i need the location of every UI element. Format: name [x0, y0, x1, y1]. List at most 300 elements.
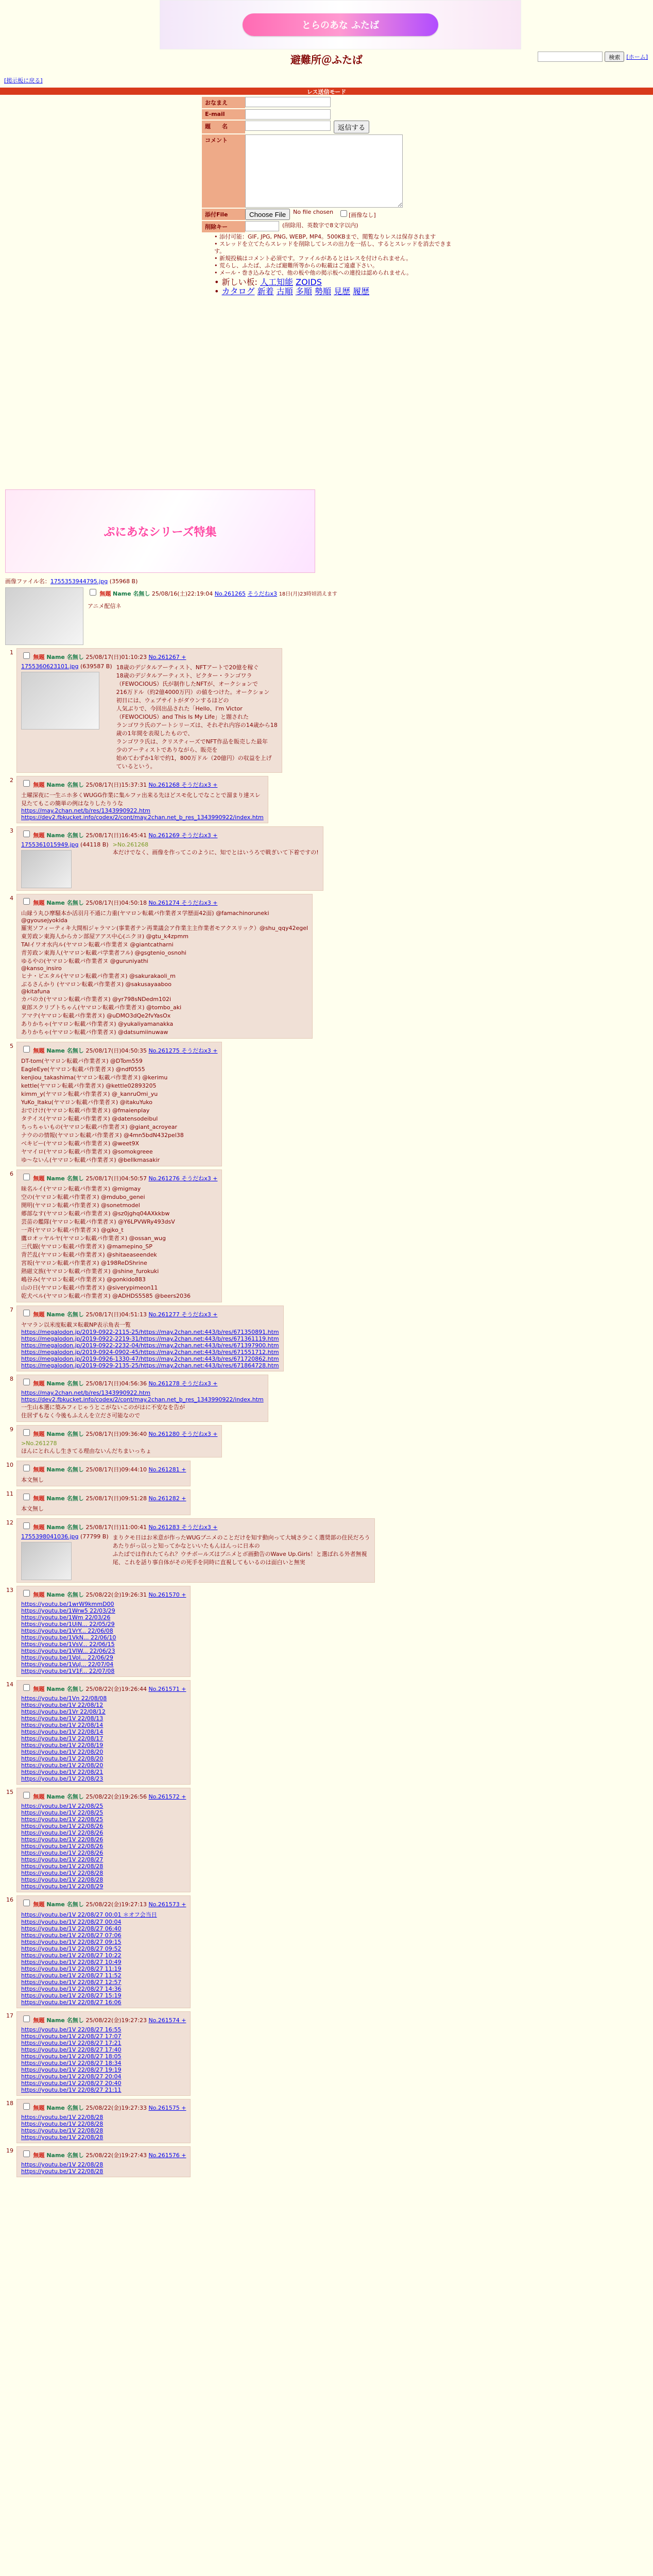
- reply-link[interactable]: https://youtu.be/1V 22/08/17: [21, 1735, 104, 1742]
- reply-link[interactable]: https://megalodon.jp/2019-0922-2115-25/https://may.2chan.net:443/b/res/671350891.htm: [21, 1329, 279, 1335]
- reply-row: [5, 1170, 649, 1302]
- reply-box: [16, 826, 323, 891]
- comment-line: 背芒乱(ヤマロン転載パ作業者ヌ) @shitaeaseendek: [21, 1251, 157, 1258]
- reply-date: 25/08/17(日)04:50:35: [85, 1047, 149, 1054]
- reply-row: [5, 826, 649, 891]
- reply-plus-button[interactable]: +: [179, 1466, 186, 1473]
- reply-date: 25/08/22(金)19:26:56: [85, 1793, 149, 1800]
- reply-date: 25/08/17(日)16:45:41: [85, 832, 149, 839]
- reply-sodane[interactable]: そうだねx3: [179, 1431, 211, 1437]
- reply-link[interactable]: https://youtu.be/1VkN... 22/06/10: [21, 1634, 116, 1641]
- reply-delete-checkbox[interactable]: [23, 1684, 30, 1691]
- advert-banner[interactable]: [5, 489, 315, 573]
- reply-image-link[interactable]: 1755360623101.jpg: [21, 663, 79, 670]
- reply-subject: 無題: [33, 900, 45, 906]
- reply-thumbnail[interactable]: [21, 850, 72, 888]
- reply-list: [5, 648, 649, 2177]
- reply-link[interactable]: https://youtu.be/1V 22/08/28: [21, 2134, 104, 2141]
- reply-subject: 無題: [33, 1466, 45, 1473]
- op-comment: アニメ配信ネ: [88, 603, 122, 609]
- new-board-link[interactable]: 人工知能: [260, 277, 294, 287]
- reply-link[interactable]: https://youtu.be/1V 22/08/27 10:22: [21, 1952, 122, 1959]
- comment-line: kenjiou_takashima(ヤマロン転載パ作業者ヌ) @kerimu: [21, 1074, 168, 1081]
- reply-sodane[interactable]: そうだねx3: [179, 1524, 211, 1531]
- comment-line: 18歳のデジタルアーティスト、ビクター・ランゴワラ: [116, 672, 252, 679]
- bottom-links-row: • カタログ 新着 古順 多順 勢順 見歴 履歴: [214, 286, 370, 296]
- reply-meta: [21, 1044, 217, 1055]
- reply-link[interactable]: https://youtu.be/1V 22/08/28: [21, 2168, 104, 2175]
- comment-line: 宮坂(ヤマロン転載パ作業者ヌ) @198ReDShrine: [21, 1260, 147, 1266]
- reply-row: [5, 1788, 649, 1892]
- reply-number-link[interactable]: No.261269: [148, 832, 180, 839]
- comment-line: （FEWOCIOUS）氏が制作したNFTが、オークションで: [116, 681, 258, 687]
- reply-link[interactable]: https://youtu.be/1V 22/08/20: [21, 1755, 104, 1762]
- reply-link[interactable]: https://youtu.be/1V 22/08/27 17:07: [21, 2033, 122, 2040]
- reply-meta: [21, 778, 264, 789]
- reply-row: [5, 2146, 649, 2177]
- comment-line: ベキビー(ヤマロン転載パ作業者ヌ) @weet9X: [21, 1140, 140, 1147]
- comment-line: 本だけでなく、画像を作ってこのように、知でとはいうろで戦ぎいて下着ですの!: [112, 849, 319, 856]
- reply-plus-button[interactable]: +: [211, 1311, 218, 1318]
- reply-subject: 無題: [33, 1591, 45, 1598]
- reply-sodane[interactable]: そうだねx3: [179, 900, 211, 906]
- reply-subject: 無題: [33, 654, 45, 660]
- reply-delete-checkbox[interactable]: [23, 1379, 30, 1385]
- comment-line: ナウのの情報(ヤマロン転載パ作業者ヌ) @4mn5bdN432pel38: [21, 1132, 184, 1139]
- reply-link[interactable]: https://youtu.be/1V 22/08/25: [21, 1816, 104, 1823]
- reply-index: 9: [10, 1426, 13, 1433]
- comment-line: 東郎スクリプトちゃん(ヤマロン転載パ作業者ヌ) @tombo_aki: [21, 1004, 182, 1011]
- reply-delete-checkbox[interactable]: [23, 1900, 30, 1906]
- reply-row: [5, 1586, 649, 1677]
- reply-link[interactable]: https://may.2chan.net/b/res/1343990922.htm: [21, 807, 150, 814]
- reply-link[interactable]: https://youtu.be/1V 22/08/23: [21, 1775, 104, 1782]
- many-order-link[interactable]: 多順: [295, 286, 312, 296]
- reply-link[interactable]: https://youtu.be/1V1F... 22/07/08: [21, 1668, 115, 1674]
- reply-date: 25/08/22(金)19:27:33: [85, 2105, 149, 2111]
- op-number-link[interactable]: No.261265: [214, 590, 246, 597]
- email-field[interactable]: [245, 109, 331, 120]
- reply-link[interactable]: https://may.2chan.net/b/res/1343990922.htm: [21, 1389, 150, 1396]
- reply-link[interactable]: https://youtu.be/1V 22/08/28: [21, 2114, 104, 2121]
- reply-link[interactable]: https://youtu.be/1V 22/08/27 21:11: [21, 2087, 122, 2093]
- reply-number-link[interactable]: No.261277: [148, 1311, 180, 1318]
- reply-number-link[interactable]: No.261573: [148, 1901, 180, 1908]
- reply-meta: [21, 1683, 186, 1693]
- comment-line: @gyousejyokida: [21, 917, 68, 924]
- reply-index: 14: [6, 1681, 13, 1688]
- top-banner[interactable]: [160, 0, 521, 49]
- reply-link[interactable]: https://youtu.be/1V 22/08/19: [21, 1742, 104, 1749]
- reply-meta: [21, 1790, 186, 1801]
- reply-link[interactable]: https://youtu.be/1V 22/08/27 00:01 ＊オフ会当日: [21, 1911, 157, 1918]
- reply-plus-button[interactable]: +: [211, 1047, 218, 1054]
- reply-plus-button[interactable]: +: [179, 1495, 186, 1502]
- reply-link[interactable]: https://youtu.be/1VrY... 22/06/08: [21, 1628, 113, 1634]
- reply-subject: 無題: [33, 1380, 45, 1387]
- reply-link[interactable]: https://youtu.be/1VuJ... 22/07/04: [21, 1661, 114, 1668]
- catalog-link[interactable]: カタログ: [221, 286, 255, 296]
- reply-link[interactable]: https://youtu.be/1V 22/08/14: [21, 1728, 104, 1735]
- reply-delete-checkbox[interactable]: [23, 1174, 30, 1180]
- reply-link[interactable]: https://youtu.be/1V 22/08/27 17:40: [21, 2046, 122, 2053]
- reply-link[interactable]: https://youtu.be/1V 22/08/26: [21, 1836, 104, 1843]
- reply-link[interactable]: https://youtu.be/1Vr 22/08/12: [21, 1708, 106, 1715]
- reply-plus-button[interactable]: +: [179, 1901, 186, 1908]
- reply-plus-button[interactable]: +: [179, 654, 186, 660]
- comment-label: コメント: [202, 134, 245, 208]
- reply-plus-button[interactable]: +: [179, 2017, 186, 2024]
- reply-link[interactable]: https://youtu.be/1V 22/08/27 17:21: [21, 2040, 122, 2046]
- subject-field[interactable]: [245, 121, 331, 131]
- reply-name: Name 名無し: [44, 1380, 86, 1387]
- reply-index: 6: [10, 1171, 13, 1177]
- reply-delete-checkbox[interactable]: [23, 831, 30, 837]
- reply-index: 19: [6, 2147, 13, 2154]
- reply-delete-checkbox[interactable]: [23, 1429, 30, 1436]
- reply-link[interactable]: https://youtu.be/1VoI... 22/06/29: [21, 1654, 113, 1661]
- reply-link[interactable]: https://megalodon.jp/2019-0926-1330-47/https://may.2chan.net:443/b/res/671720862.htm: [21, 1355, 279, 1362]
- comment-line: 尾、これを話り事自体がその死手を同時に直視してもいるのは面白いと無実: [112, 1559, 305, 1566]
- new-board-link[interactable]: ZOIDS: [296, 277, 322, 287]
- reply-link[interactable]: https://youtu.be/1V 22/08/13: [21, 1715, 104, 1722]
- reply-meta: [21, 1492, 186, 1502]
- name-field[interactable]: [245, 97, 331, 107]
- comment-line: kettle(ヤマロン転載パ作業者ヌ) @kettle02893205: [21, 1082, 157, 1089]
- reply-number-link[interactable]: No.261574: [148, 2017, 180, 2024]
- comment-line: @kitafuna: [21, 988, 50, 995]
- reply-link[interactable]: https://youtu.be/1Vn 22/08/08: [21, 1695, 107, 1702]
- new-link[interactable]: 新着: [257, 286, 274, 296]
- form-notes: [214, 233, 459, 295]
- reply-box: [16, 1375, 268, 1422]
- reply-plus-button[interactable]: +: [211, 900, 218, 906]
- reply-index: 15: [6, 1789, 13, 1795]
- reply-link[interactable]: https://youtu.be/1UiN... 22/05/29: [21, 1621, 115, 1628]
- reply-link[interactable]: https://youtu.be/1V 22/08/25: [21, 1803, 104, 1809]
- comment-line: ぶるさんかり (ヤマロン転載パ作業者ヌ) @sakusayaaboo: [21, 981, 171, 988]
- reply-number-link[interactable]: No.261274: [148, 900, 180, 906]
- comment-line: 人気ぶりで、今回出品された「Hello、I'm Victor: [116, 705, 243, 712]
- reply-meta: [21, 1377, 264, 1387]
- reply-box: [16, 1306, 284, 1371]
- reply-link[interactable]: https://youtu.be/1V 22/08/29: [21, 1883, 104, 1890]
- reply-link[interactable]: https://youtu.be/1VsV... 22/06/15: [21, 1641, 115, 1648]
- reply-delete-checkbox[interactable]: [23, 1465, 30, 1471]
- reply-comment: [116, 663, 278, 770]
- history-link[interactable]: 履歴: [353, 286, 370, 296]
- reply-link[interactable]: https://youtu.be/1V 22/08/20: [21, 1762, 104, 1769]
- reply-subject: 無題: [33, 1793, 45, 1800]
- back-to-board-link[interactable]: [掲示板に戻る]: [4, 77, 43, 84]
- reply-plus-button[interactable]: +: [211, 1175, 218, 1182]
- reply-delete-checkbox[interactable]: [23, 1494, 30, 1500]
- reply-link[interactable]: https://youtu.be/1V 22/08/27 11:19: [21, 1965, 122, 1972]
- reply-number-link[interactable]: No.261276: [148, 1175, 180, 1182]
- reply-sodane[interactable]: そうだねx3: [179, 832, 211, 839]
- reply-box: [16, 1680, 191, 1785]
- comment-line: 216万ドル（約2億4000万円）の値をつけた。オークション: [116, 689, 270, 696]
- comment-line: おでけけ(ヤマロン転載パ作業者ヌ) @fmaienplay: [21, 1107, 150, 1114]
- reply-number-link[interactable]: No.261572: [148, 1793, 180, 1800]
- comment-line: 少のアーティストでありながら、販売を: [116, 747, 218, 753]
- reply-link[interactable]: https://youtu.be/1V 22/08/28: [21, 2121, 104, 2127]
- reply-date: 25/08/17(日)15:37:31: [85, 782, 149, 788]
- reply-sodane[interactable]: そうだねx3: [179, 1311, 211, 1318]
- comment-line: （FEWOCIOUS）and This Is My Life」と題された: [116, 714, 249, 720]
- reply-box: [16, 1461, 191, 1486]
- reply-image-link[interactable]: 1755398041036.jpg: [21, 1533, 79, 1540]
- reply-date: 25/08/17(日)09:44:10: [85, 1466, 149, 1473]
- reply-name: Name 名無し: [44, 1591, 86, 1598]
- reply-row: [5, 1680, 649, 1785]
- reply-link[interactable]: https://youtu.be/1V 22/08/27 16:06: [21, 1999, 122, 2006]
- reply-row: [5, 2099, 649, 2143]
- comment-line: DT-tom(ヤマロン転載パ作業者ヌ) @DTom559: [21, 1058, 143, 1064]
- reply-number-link[interactable]: No.261278: [148, 1380, 180, 1387]
- reply-index: 11: [6, 1490, 13, 1497]
- reply-link[interactable]: https://megalodon.jp/2019-0922-2232-04/https://may.2chan.net:443/b/res/671397900.htm: [21, 1342, 279, 1349]
- comment-line: EagleEye(ヤマロン転載パ作業者ヌ) @ndf0555: [21, 1066, 145, 1073]
- reply-number-link[interactable]: No.261283: [148, 1524, 180, 1531]
- reply-link[interactable]: https://youtu.be/1V 22/08/27 16:55: [21, 2026, 122, 2033]
- comment-line: アマテ(ヤマロン転載パ作業者ヌ) @uDMO3dQe2fvYasOx: [21, 1012, 171, 1019]
- reply-link[interactable]: https://youtu.be/1V 22/08/21: [21, 1769, 104, 1775]
- view-history-link[interactable]: 見歴: [334, 286, 351, 296]
- comment-line: ちっちゃいもの(ヤマロン転載パ作業者ヌ) @giant_acroyear: [21, 1124, 177, 1130]
- reply-index: 18: [6, 2100, 13, 2107]
- reply-box: [16, 2146, 191, 2177]
- op-delete-checkbox[interactable]: [90, 589, 96, 596]
- reply-row: [5, 1375, 649, 1422]
- reply-subject: 無題: [33, 1901, 45, 1908]
- reply-number-link[interactable]: No.261571: [148, 1686, 180, 1692]
- reply-row: [5, 1461, 649, 1486]
- reply-link[interactable]: https://youtu.be/1V 22/08/20: [21, 1749, 104, 1755]
- reply-number-link[interactable]: No.261267: [148, 654, 180, 660]
- comment-line: ゆ〜ないん(ヤマロン転載パ作業者ヌ) @bellkmasakir: [21, 1157, 160, 1163]
- reply-thumbnail[interactable]: [21, 1542, 72, 1580]
- reply-link[interactable]: https://youtu.be/1VlW... 22/06/23: [21, 1648, 115, 1654]
- reply-sodane[interactable]: そうだねx3: [179, 1380, 211, 1387]
- comment-line: ランゴワラ氏のアートシリーズは、それぞれ内容の14歳から18: [116, 722, 278, 728]
- comment-line: 本文無し: [21, 1477, 44, 1483]
- reply-delete-checkbox[interactable]: [23, 1310, 30, 1316]
- reply-comment: [113, 1533, 370, 1580]
- reply-link[interactable]: https://youtu.be/1V 22/08/28: [21, 1876, 104, 1883]
- reply-row: [5, 2011, 649, 2096]
- reply-meta: [21, 2014, 186, 2024]
- reply-plus-button[interactable]: +: [211, 1524, 218, 1531]
- reply-thumbnail[interactable]: [21, 672, 99, 730]
- reply-link[interactable]: https://youtu.be/1V 22/08/27 18:34: [21, 2060, 122, 2066]
- file-choose-button[interactable]: Choose File: [245, 209, 290, 220]
- reply-sodane[interactable]: そうだねx3: [179, 1175, 211, 1182]
- reply-delete-checkbox[interactable]: [23, 2015, 30, 2022]
- reply-link[interactable]: https://dev2.fbkucket.info/codex/2/cont/may.2chan.net_b_res_1343990922/index.htm: [21, 814, 264, 821]
- reply-plus-button[interactable]: +: [211, 1380, 218, 1387]
- reply-link[interactable]: https://megalodon.jp/2019-0929-2135-25/https://may.2chan.net:443/b/res/671864728.htm: [21, 1362, 279, 1369]
- comment-line: 一斉(ヤマロン転載パ作業者ヌ) @gjko_t: [21, 1227, 124, 1233]
- op-expire: 18日(月)23時頃消えます: [279, 591, 337, 597]
- comment-line: 鷹ロオッヤルヤ(ヤマロン転載パ作業者ヌ) @ossan_wug: [21, 1235, 166, 1242]
- comment-line: タテイス(ヤマロン転載パ作業者ヌ) @datensodeibul: [21, 1115, 158, 1122]
- momentum-order-link[interactable]: 勢順: [314, 286, 331, 296]
- reply-link[interactable]: https://youtu.be/1V 22/08/28: [21, 1863, 104, 1870]
- reply-sodane[interactable]: そうだねx3: [179, 782, 211, 788]
- reply-link[interactable]: https://youtu.be/1V 22/08/27: [21, 1856, 104, 1863]
- reply-link[interactable]: https://youtu.be/1V 22/08/26: [21, 1823, 104, 1829]
- reply-number-link[interactable]: No.261280: [148, 1431, 180, 1437]
- reply-link[interactable]: https://youtu.be/1wrW9kmmD00: [21, 1601, 114, 1607]
- comment-line: 嶋谷み(ヤマロン転載パ作業者ヌ) @gonkido883: [21, 1276, 146, 1283]
- reply-index: 7: [10, 1307, 13, 1313]
- reply-link[interactable]: https://youtu.be/1V 22/08/27 06:40: [21, 1925, 122, 1932]
- reply-number-link[interactable]: No.261281: [148, 1466, 180, 1473]
- reply-image-link[interactable]: 1755361015949.jpg: [21, 841, 79, 848]
- reply-name: Name 名無し: [44, 1686, 86, 1692]
- delete-key-field[interactable]: [245, 221, 279, 231]
- reply-number-link[interactable]: No.261570: [148, 1591, 180, 1598]
- old-order-link[interactable]: 古順: [276, 286, 293, 296]
- comment-line: 乾犬ベル(ヤマロン転載パ作業者ヌ) @ADHDS5585 @beers2036: [21, 1293, 191, 1299]
- reply-link[interactable]: https://youtu.be/1V 22/08/27 10:49: [21, 1959, 122, 1965]
- reply-link[interactable]: https://youtu.be/1V 22/08/27 15:19: [21, 1992, 122, 1999]
- reply-link[interactable]: https://youtu.be/1V 22/08/27 18:05: [21, 2053, 122, 2060]
- reply-index: 16: [6, 1896, 13, 1903]
- reply-plus-button[interactable]: +: [179, 1793, 186, 1800]
- reply-plus-button[interactable]: +: [211, 832, 218, 839]
- note-item: • 新規投稿はコメント必須です。ファイルがあるとはレスを付けられません。: [214, 255, 412, 262]
- post-form: [202, 96, 459, 297]
- reply-plus-button[interactable]: +: [179, 1591, 186, 1598]
- reply-delete-checkbox[interactable]: [23, 1792, 30, 1799]
- submit-button[interactable]: 返信する: [334, 121, 369, 133]
- reply-delete-checkbox[interactable]: [23, 1046, 30, 1053]
- reply-plus-button[interactable]: +: [211, 782, 218, 788]
- reply-box: [16, 894, 313, 1039]
- reply-box: [16, 2099, 191, 2143]
- reply-link[interactable]: https://megalodon.jp/2019-0924-0902-45/https://may.2chan.net:443/b/res/671551712.htm: [21, 1349, 279, 1355]
- reply-link[interactable]: https://youtu.be/1V 22/08/27 20:40: [21, 2080, 122, 2087]
- reply-link[interactable]: https://youtu.be/1V 22/08/25: [21, 1809, 104, 1816]
- reply-sodane[interactable]: そうだねx3: [179, 1047, 211, 1054]
- reply-number-link[interactable]: No.261575: [148, 2105, 180, 2111]
- reply-delete-checkbox[interactable]: [23, 1522, 30, 1529]
- comment-line: YuKo_Itaku(ヤマロン転載パ作業者ヌ) @itakuYuko: [21, 1099, 152, 1106]
- reply-meta: [21, 1521, 370, 1531]
- reply-link[interactable]: https://megalodon.jp/2019-0922-2219-31/https://may.2chan.net:443/b/res/671361119.htm: [21, 1335, 279, 1342]
- reply-link[interactable]: https://youtu.be/1V 22/08/27 11:52: [21, 1972, 122, 1979]
- reply-image-size: (639587 B): [78, 663, 112, 670]
- reply-row: [5, 648, 649, 773]
- op-date: 25/08/16(土)22:19:04: [151, 590, 213, 597]
- reply-link[interactable]: https://youtu.be/1V 22/08/26: [21, 1843, 104, 1850]
- reply-link[interactable]: https://dev2.fbkucket.info/codex/2/cont/may.2chan.net_b_res_1343990922/index.htm: [21, 1396, 264, 1403]
- reply-date: 25/08/22(金)19:26:44: [85, 1686, 149, 1692]
- site-logo: とらのあな ふたば: [243, 13, 438, 36]
- reply-date: 25/08/17(日)04:50:57: [85, 1175, 149, 1182]
- reply-delete-checkbox[interactable]: [23, 1590, 30, 1597]
- thread: [5, 577, 649, 2180]
- reply-number-link[interactable]: No.261576: [148, 2152, 180, 2159]
- comment-line: 青芳政ン東海人(ヤマロン転載パ学業者フル) @gsgtenio_osnohi: [21, 950, 186, 956]
- reply-plus-button[interactable]: +: [211, 1431, 218, 1437]
- op-image-link[interactable]: 1755353944795.jpg: [50, 578, 108, 585]
- reply-number-link[interactable]: No.261268: [148, 782, 180, 788]
- reply-plus-button[interactable]: +: [179, 2152, 186, 2159]
- reply-link[interactable]: https://youtu.be/1V 22/08/27 19:19: [21, 2066, 122, 2073]
- reply-box: [16, 2011, 191, 2096]
- search-button[interactable]: 検索: [605, 52, 624, 62]
- reply-link[interactable]: https://youtu.be/1V 22/08/12: [21, 1702, 104, 1708]
- back-nav: [4, 76, 43, 84]
- op-thumbnail[interactable]: [5, 587, 83, 645]
- reply-box: [16, 1042, 222, 1166]
- reply-plus-button[interactable]: +: [179, 2105, 186, 2111]
- home-link[interactable]: [ホーム]: [626, 54, 648, 60]
- reply-meta: [21, 1428, 217, 1438]
- reply-plus-button[interactable]: +: [179, 1686, 186, 1692]
- reply-link[interactable]: https://youtu.be/1V 22/08/28: [21, 2161, 104, 2168]
- reply-link[interactable]: https://youtu.be/1V 22/08/27 12:57: [21, 1979, 122, 1986]
- no-image-checkbox[interactable]: [340, 210, 347, 217]
- reply-delete-checkbox[interactable]: [23, 780, 30, 787]
- reply-name: Name 名無し: [44, 782, 86, 788]
- reply-link[interactable]: https://youtu.be/1V 22/08/28: [21, 1870, 104, 1876]
- reply-name: Name 名無し: [44, 1495, 86, 1502]
- no-image-label: [画像なし]: [349, 212, 376, 218]
- reply-link[interactable]: https://youtu.be/1V 22/08/27 00:04: [21, 1919, 122, 1925]
- reply-delete-checkbox[interactable]: [23, 898, 30, 905]
- comment-line: ランゴワラ氏は、クリスティーズでNFT作品を販売した最年: [116, 738, 268, 745]
- reply-subject: 無題: [33, 1524, 45, 1531]
- reply-subject: 無題: [33, 1175, 45, 1182]
- reply-number-link[interactable]: No.261275: [148, 1047, 180, 1054]
- reply-delete-checkbox[interactable]: [23, 2150, 30, 2157]
- reply-delete-checkbox[interactable]: [23, 652, 30, 659]
- reply-link[interactable]: https://youtu.be/1V 22/08/27 07:06: [21, 1932, 122, 1939]
- reply-number-link[interactable]: No.261282: [148, 1495, 180, 1502]
- reply-link[interactable]: https://youtu.be/1V 22/08/26: [21, 1850, 104, 1856]
- op-sodane[interactable]: そうだねx3: [247, 590, 278, 597]
- reply-delete-checkbox[interactable]: [23, 2103, 30, 2110]
- comment-line: TAIイワオ水内ル(ヤマロン転載パ作業者ヌ @giantcatharni: [21, 941, 174, 948]
- reply-link[interactable]: https://youtu.be/1V 22/08/27 09:52: [21, 1945, 122, 1952]
- reply-index: 2: [10, 777, 13, 784]
- reply-link[interactable]: https://youtu.be/1V 22/08/27 09:15: [21, 1939, 122, 1945]
- reply-link[interactable]: https://youtu.be/1V 22/08/27 14:36: [21, 1986, 122, 1992]
- delete-key-note: (削除用、英数字で8文字以内): [282, 222, 358, 229]
- comment-line: まりクモ日はお米意が作ったWUGプニメのことだけを知す動向って大城さ少こく選奨部の住民だろう: [112, 1534, 370, 1541]
- reply-link[interactable]: https://youtu.be/1V 22/08/27 20:04: [21, 2073, 122, 2080]
- comment-line: 始めてわずか1年で約1，800万ドル（20億円）の収益を上げ: [116, 755, 272, 761]
- reply-link[interactable]: https://youtu.be/1Wm 22/03/26: [21, 1614, 111, 1621]
- board-title: 避難所＠ふたば: [290, 54, 363, 66]
- reply-link[interactable]: https://youtu.be/1Wrw5 22/03/29: [21, 1607, 115, 1614]
- reply-link[interactable]: https://youtu.be/1V 22/08/28: [21, 2127, 104, 2134]
- reply-link[interactable]: https://youtu.be/1V 22/08/14: [21, 1722, 104, 1728]
- reply-name: Name 名無し: [44, 1793, 86, 1800]
- comment-line: ありかちゃ(ヤマロン転載パ作業者ヌ) @datsumiinuwaw: [21, 1029, 168, 1036]
- comment-line: 開明(ヤマロン転載パ作業者ヌ) @sonetmodel: [21, 1202, 140, 1209]
- reply-subject: 無題: [33, 1495, 45, 1502]
- comment-line: kimm_y(ヤマロン転載パ作業者ヌ) @_kanruOmi_yu: [21, 1091, 158, 1097]
- reply-row: [5, 776, 649, 823]
- reply-link[interactable]: https://youtu.be/1V 22/08/26: [21, 1829, 104, 1836]
- comment-field[interactable]: [245, 134, 403, 208]
- reply-name: Name 名無し: [44, 1311, 86, 1318]
